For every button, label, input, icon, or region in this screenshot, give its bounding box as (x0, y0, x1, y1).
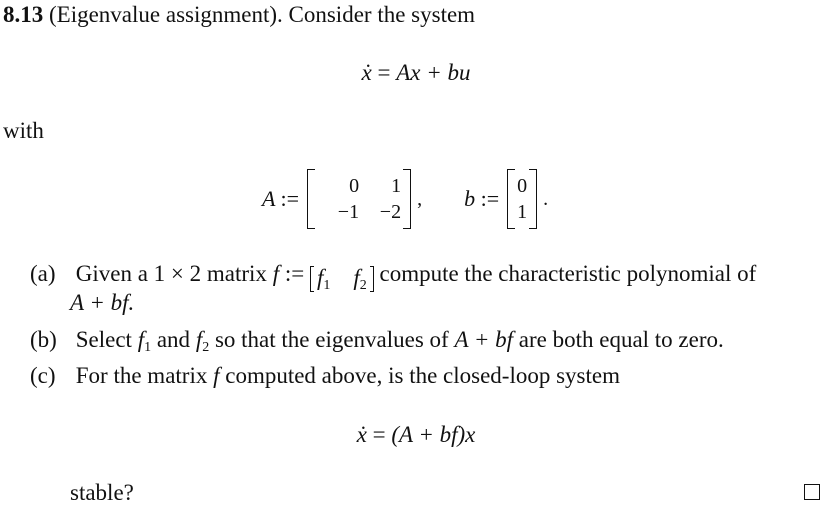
equals-sign: = (372, 422, 386, 447)
system-equation (0, 60, 832, 86)
separator-comma: , (417, 187, 423, 210)
matrix-a-entries (315, 173, 403, 225)
vector-b-entry: 0 (517, 174, 528, 197)
closed-loop-rhs: (A + bf)x (391, 422, 476, 447)
matrix-a-entry: 1 (391, 174, 402, 197)
end-period: . (543, 187, 549, 210)
item-label: (c) (30, 363, 56, 388)
vector-b-right-bracket (529, 169, 537, 229)
matrix-a-left-bracket (307, 169, 315, 229)
state-derivative: ẋ (356, 422, 367, 447)
equals-sign: = (377, 60, 391, 85)
vector-b-left-bracket (507, 169, 515, 229)
row-vector-f: $f_1$ $f_2$ (310, 266, 374, 292)
system-rhs: Ax + bu (396, 60, 471, 85)
problem-title: (Eigenvalue assignment). (49, 2, 283, 27)
end-of-problem-box-icon (804, 484, 820, 500)
state-derivative: ẋ (361, 60, 372, 85)
vector-b-entries (515, 173, 529, 225)
item-label: (a) (30, 261, 56, 286)
item-label: (b) (30, 327, 57, 352)
list-item-c: (c) For the matrix f computed above, is the closed-loop system (30, 363, 620, 388)
closed-loop-equation (0, 422, 832, 448)
vector-b-entry: 1 (517, 200, 528, 223)
matrix-a-entry: 0 (349, 174, 360, 197)
matrix-a-right-bracket (403, 169, 411, 229)
problem-intro: Consider the system (288, 2, 476, 27)
matrix-a-name: A := (262, 186, 300, 211)
problem-heading (3, 2, 475, 28)
with-label: with (3, 118, 44, 143)
list-item-a: (a) Given a 1 × 2 matrix f := $f_1$ $f_2$ compute the characteristic polynomial of (30, 261, 757, 293)
matrix-a-entry: −1 (337, 200, 360, 223)
problem-number: 8.13 (3, 2, 44, 27)
stable-question: stable? (70, 480, 134, 505)
list-item-a-continuation: A + bf. (70, 290, 135, 315)
matrix-definitions (262, 168, 554, 230)
list-item-b: (b) Select $f_1$ and $f_2$ so that the eigenvalues of A + bf are both equal to zero. (30, 327, 724, 355)
vector-b-name: b := (464, 186, 500, 211)
matrix-a-entry: −2 (379, 200, 402, 223)
